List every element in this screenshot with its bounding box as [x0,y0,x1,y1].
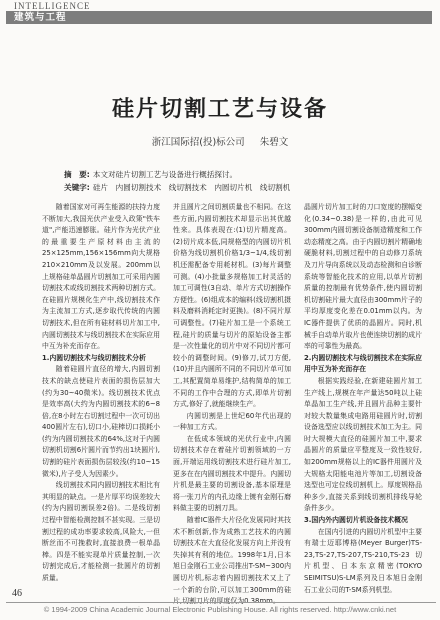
paragraph: 线切割技术同内圆切割技术相比有其明显的缺点。一是片厚平均误差较大(约为内圆切割误差2倍)。二是线切割过程中智能检测控制不甚实现。三是切割过程的成功率要求较高,风险大,一但断丝而不可挽救时,直接浪费一根单晶棒。四是不能实现单片质量控制,一次切割完成后,才能检测一批圆片的切割质量。 [42,481,160,582]
abstract-block [64,168,394,194]
paragraph: 晶圆片切片加工时的刀口宽度的摆幅变化(0.34~0.38)是一样的,由此可见300mm内圆切割设备制造精度和工作动态精度之高。由于内圆切割片精确地硬脆材料,切割过程中的自动修刀系统及刀片导向系统以及动态检测和自诊断系统等智能化技术的应用,以单片切割质量的控制最有优势条件,使内圆切割机切割硅片最大直径由300mm片子的平均厚度变化差在0.01mm以内。为IC器件提供了优质的晶圆片。同时,机械手自动单片取片也使连续切割的成片率的可靠性为最高。 [304,203,422,351]
column-1 [42,202,160,582]
article-title: 硅片切割工艺与设备 [111,97,328,122]
paragraph: 在国内引进的内圆切片机型中主要有瑞士迈耶博格(Meyer Burger)TS-23,TS-27,TS-207,TS-210,TS-23切片机型、日本东京精密(TOKYO SEIMITSU)S-LM系列及日本旭日金刚石工业公司的T-SM系列机型。 [304,527,422,594]
keywords [64,181,394,194]
byline [0,134,440,148]
header-bar [6,11,432,24]
page-header [0,0,440,26]
page-number: 46 [12,588,22,599]
column-3 [304,202,422,594]
author-name: 朱碧文 [259,137,289,148]
paragraph: 随着IC器件大片径化发展同时其技术不断创新,作为成熟工艺技术的内圆切割技术在大直径化发展方向上并没有失掉其有利的地位。1998年1月,日本旭日金刚石工业公司推出T-SM~300内圆切片机,标志着内圆切割技术又上了一个新的台阶,可以加工300mm的硅 [173,516,291,594]
magazine-name: INTELLIGENCE [14,1,91,11]
section-name: 建筑与工程 [14,12,67,23]
paragraph: 并且圆片之间切割质量也不相同。在这些方面,内圆切割技术却显示出其优越性来。具体表现在:(1)切片精度高。(2)切片成本低,同规格型的内圆切片机价格为线切割机价格1/3~1/4,线切割机还需配备专用耗材机。(3)每片调整可测。(4)小批量多规格加工时灵活的加工可调性(3自动、单片方式切割操作方便性。(6)组成本的编料(线切割机摄料及磨料消耗定时更换)。(8)不同片厚可调整性。(7)硅片加工是一个系统工程,硅片的质量与切片的原始设备主都是一次性量化的切片中对不同切片都可较小的调整时间。(9)修刀,试刀方便,(10)并且内圆所不同的不同切片单可加工,其配置简单易维护,结构简单的加工不同的工作中合理的方式,即单片切割方式,修好了,就能继续生产。 [173,203,291,409]
footer-divider [6,602,436,603]
author-affiliation: 浙江国际招(投)标公司 [151,137,245,148]
paragraph: 内圆切割是上世纪60年代出现的一种加工方式。 [173,411,291,432]
abstract-label: 摘 要: [64,170,90,179]
abstract-summary [64,168,394,181]
section-heading: 2.内圆切割技术与线切割技术在实际应用中互为补充而存在 [304,353,422,374]
column-2 [173,202,291,594]
keywords-label: 关键字: [64,183,90,192]
paragraph: 在低成本领域的光伏行业中,内圆切割技术存在着硅片切割领域的一方面,开端运用线切割技术进行硅片加工,更多在在内圆切割技术中提升。内圆切片机是最主要的切割设备,基本原理是将一张刀片的内孔边缘上镀有金刚石磨料做主要的切割刀具。 [173,434,291,513]
paragraph: 随着国家对可再生能源的扶持力度不断加大,我国光伏产业受入政策"铁车道",产能迅速膨胀。硅片作为光伏产业的最重要生产原材料由主流的25×125mm,156×156mm向大规格210×210mm及以发展。200mm以上规格硅单晶圆片切割加工可采用内圆切割技术或线切割技术两种切割方式。在硅圆片规模化生产中,线切割技术作为主流加工方式,逐步取代传统的内圆切割技术,但在所有硅材料切片加工中,内圆切割技术与线切割技术在实际应用中互为补充而存在。 [42,203,160,351]
body-columns [42,202,422,594]
section-heading: 1.内圆切割技术与线切割技术分析 [42,353,146,362]
abstract-text: 本文对硅片切割工艺与设备进行概括探讨。 [92,170,238,179]
copyright-notice: © 1994-2009 China Academic Journal Electronic Publishing House. All rights reserved. http://www.cnki.net [43,605,397,614]
paragraph: 根据实践经验,在新建硅圆片加工生产线上,规模在年产量达50吨以上硅单晶加工生产线,并且圆片品种主要针对较大数量集成电路用硅圆片时,切割设备选型应以线切割技术加工为主。同时大规模大直径的硅圆片加工中,要求晶圆片的质量应平整度及一致性较好,如200mm规格以上的IC器件用圆片及大规格太阳能电池片等加工,切割设备选型也可定位线切割机上。厚度规格品种多少,直接关系到线切割机排线导轮条件多少。 [304,376,422,513]
paragraph: 随着硅圆片直径的增大,内圆切割技术的缺点使硅片表面的损伤层加大(约为30~40微米)。线切割技术优点是效率高(大约为内圆切割技术的6~8倍,在8小时左右切割过程中一次可切出400圆片左右),切口小,硅棒切口损耗小(约为内圆切割技术的64%,这对于内圆切割机切割6片圆片而节约出1块圆片),切割的硅片表面损伤层较浅(约10~15微米),片子受人为因素少。 [42,365,160,478]
section-heading: 3.国内外内圆切片机设备技术概况 [304,516,408,525]
keywords-text: 硅片 内圆切割技术 线切割技术 内圆切片机 线切割机 [92,183,291,192]
